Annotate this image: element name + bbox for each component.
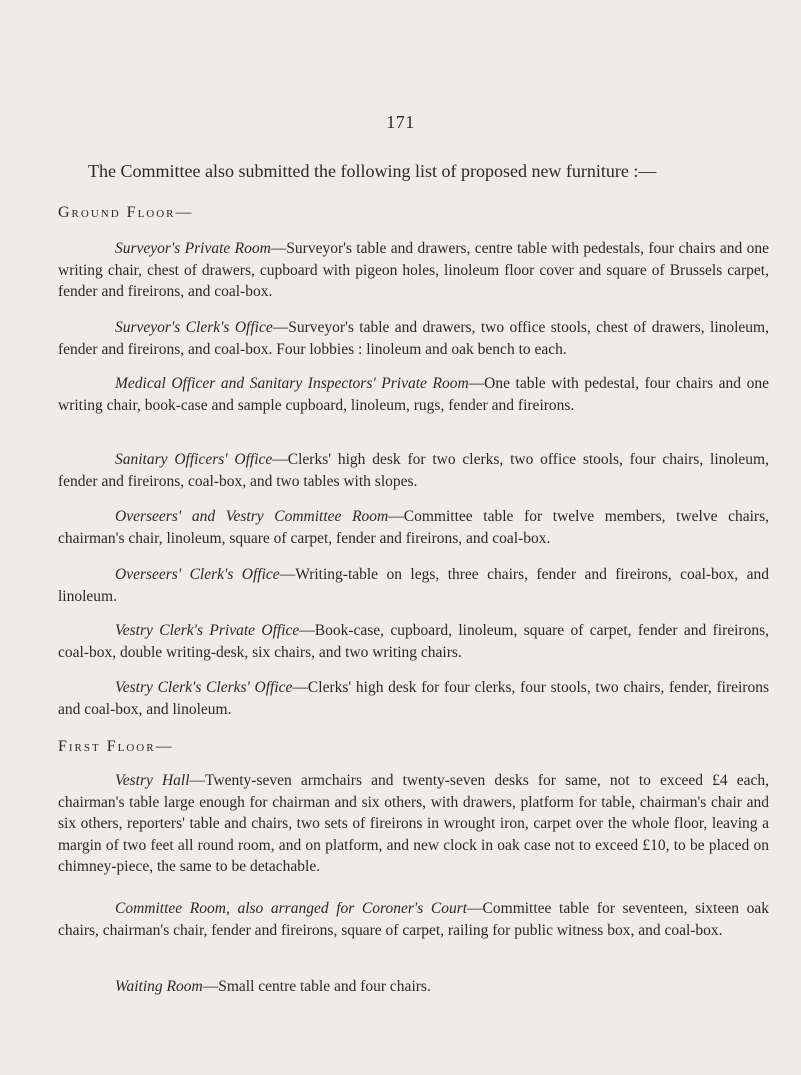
entry-text: —One table with pedestal, four chairs and one writing chair, book-case and sample cupboard, linoleum, rugs, fender and fireirons. [58, 375, 769, 414]
entry-text: —Book-case, cupboard, linoleum, square of carpet, fender and fireirons, coal-box, double writing-desk, six chairs, and two writing chairs. [58, 622, 769, 661]
entry-sanitary-officers-office [58, 449, 769, 492]
entry-text: —Committee table for twelve members, twelve chairs, chairman's chair, linoleum, square of carpet, fender and fireirons, and coal-box. [58, 508, 769, 547]
entry-text: —Writing-table on legs, three chairs, fender and fireirons, coal-box, and linoleum. [58, 566, 769, 605]
entry-text: —Surveyor's table and drawers, centre table with pedestals, four chairs and one writing chair, chest of drawers, cupboard with pigeon holes, linoleum floor cover and square of Brussels carpet, fender and fireirons, and coal-box. [58, 240, 769, 300]
entry-text: —Small centre table and four chairs. [202, 978, 431, 995]
entry-text: —Twenty-seven armchairs and twenty-seven desks for same, not to exceed £4 each, chairman's table large enough for chairman and six others, with drawers, platform for table, chairman's chair and six others, reporters' table and chairs, two sets of fireirons in wrought iron, carpet over the whole floor, leaving a margin of two feet all round room, and on platform, and new clock in oak case not to exceed £10, to be placed on chimney-piece, the same to be detachable. [58, 772, 769, 875]
entry-title: Overseers' Clerk's Office [115, 566, 280, 583]
section-heading-first-floor: First Floor— [58, 738, 174, 755]
entry-surveyors-private-room [58, 238, 769, 303]
entry-overseers-committee-room [58, 506, 769, 549]
entry-title: Surveyor's Private Room [115, 240, 271, 257]
entry-title: Medical Officer and Sanitary Inspectors' Private Room [115, 375, 469, 392]
entry-title: Vestry Clerk's Private Office [115, 622, 300, 639]
entry-vestry-hall [58, 770, 769, 878]
entry-text: —Clerks' high desk for two clerks, two office stools, four chairs, linoleum, fender and fireirons, coal-box, and two tables with slopes. [58, 451, 769, 490]
intro-paragraph: The Committee also submitted the following list of proposed new furniture :— [88, 161, 657, 181]
entry-medical-officer-room [58, 373, 769, 416]
section-heading-ground-floor: Ground Floor— [58, 204, 194, 221]
entry-vestry-clerks-private-office [58, 620, 769, 663]
entry-waiting-room [58, 976, 769, 998]
page-number: 171 [386, 112, 415, 132]
entry-overseers-clerks-office [58, 564, 769, 607]
entry-text: —Clerks' high desk for four clerks, four stools, two chairs, fender, fireirons and coal-box, and linoleum. [58, 679, 769, 718]
entry-vestry-clerks-clerks-office [58, 677, 769, 720]
entry-title: Sanitary Officers' Office [115, 451, 273, 468]
entry-committee-room [58, 898, 769, 941]
entry-text: —Committee table for seventeen, sixteen oak chairs, chairman's chair, fender and fireirons, square of carpet, railing for public witness box, and coal-box. [58, 900, 770, 939]
entry-title: Vestry Clerk's Clerks' Office [115, 679, 293, 696]
entry-title: Vestry Hall [115, 772, 190, 789]
entry-text: —Surveyor's table and drawers, two office stools, chest of drawers, linoleum, fender and fireirons, and coal-box. Four lobbies : linoleum and oak bench to each. [58, 319, 769, 358]
entry-title: Surveyor's Clerk's Office [115, 319, 273, 336]
entry-title: Waiting Room [115, 978, 203, 995]
entry-title: Committee Room, also arranged for Coroner's Court [115, 900, 468, 917]
entry-surveyors-clerks-office [58, 317, 769, 360]
entry-title: Overseers' and Vestry Committee Room [115, 508, 389, 525]
